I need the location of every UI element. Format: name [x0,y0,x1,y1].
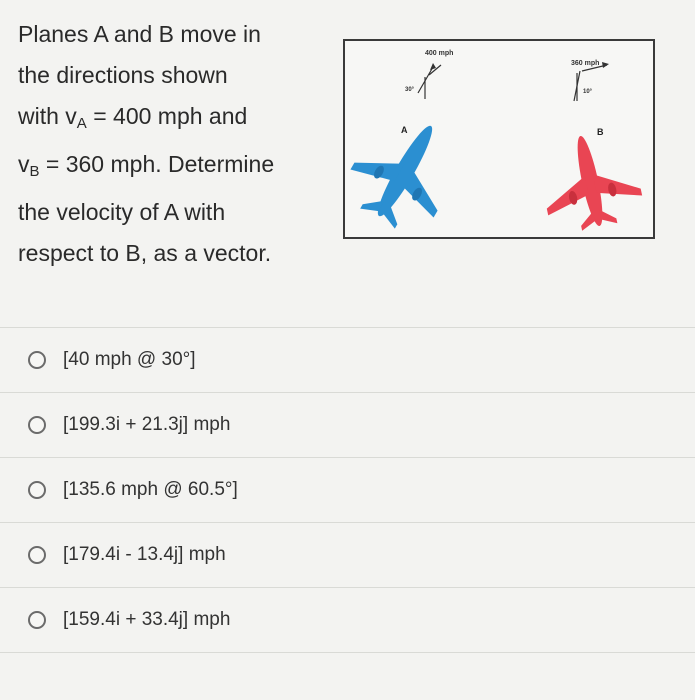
radio-button[interactable] [28,351,46,369]
plane-b-icon [533,126,646,237]
answer-option-label: [159.4i + 33.4j] mph [63,609,231,630]
plane-a-direction-indicator [405,50,453,99]
question-line-1: Planes A and B move in [18,21,261,47]
question-line-2: the directions shown [18,62,228,88]
answer-option-2[interactable] [0,392,695,457]
velocity-subscript-a: A [76,115,87,132]
answer-option-5[interactable] [0,587,695,653]
question-line-3-pre: with v [18,103,77,129]
plane-b-direction-indicator [571,60,609,101]
radio-button[interactable] [28,416,46,434]
plane-b-label: B [597,127,604,137]
radio-button[interactable] [28,546,46,564]
planes-diagram [345,41,653,237]
plane-a-icon [345,102,473,237]
question-line-4 [18,144,336,192]
question-line-4-post: = 360 mph. Determine [39,151,275,177]
answer-option-label: [135.6 mph @ 60.5°] [63,479,238,500]
question-line-3-post: = 400 mph and [86,103,248,129]
plane-a-label: A [401,125,408,135]
plane-a-angle-label: 30° [405,87,415,93]
radio-button[interactable] [28,481,46,499]
plane-b-speed-label: 360 mph [571,60,600,67]
plane-a-speed-label: 400 mph [425,50,454,57]
question-line-3 [18,96,336,144]
velocity-subscript-b: B [29,163,40,180]
question-line-4-pre: v [18,151,30,177]
question-line-5: the velocity of A with [18,199,226,225]
plane-b-angle-label: 10° [583,89,593,95]
answer-options [0,327,695,653]
answer-option-label: [40 mph @ 30°] [63,349,196,370]
question-line-6: respect to B, as a vector. [18,240,272,266]
answer-option-1[interactable] [0,327,695,392]
answer-option-label: [179.4i - 13.4j] mph [63,544,226,565]
planes-figure [343,39,655,239]
radio-button[interactable] [28,611,46,629]
answer-option-3[interactable] [0,457,695,522]
answer-option-4[interactable] [0,522,695,587]
answer-option-label: [199.3i + 21.3j] mph [63,414,231,435]
question-text [18,14,336,274]
